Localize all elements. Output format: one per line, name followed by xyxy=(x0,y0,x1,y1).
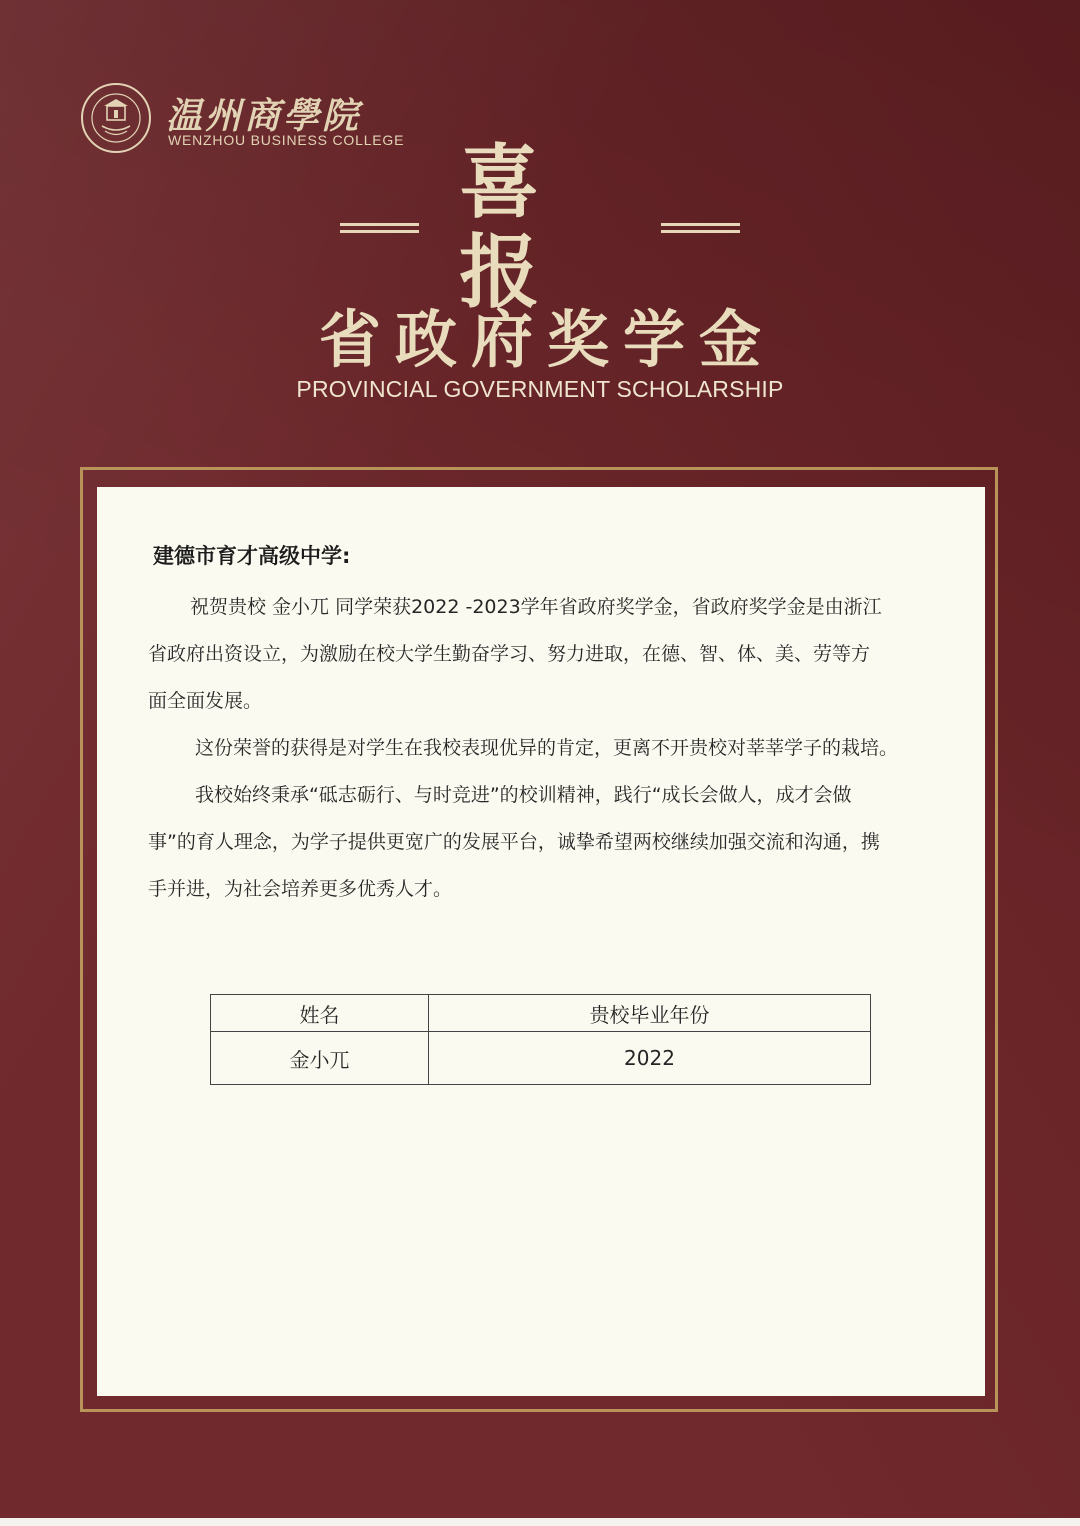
table-cell-name: 金小兀 xyxy=(211,1032,429,1085)
student-info-table xyxy=(210,994,871,1085)
letter-line: 面全面发展。 xyxy=(148,690,263,712)
letter-line: 我校始终秉承“砥志砺行、与时竞进”的校训精神，践行“成长会做人，成才会做 xyxy=(195,784,852,806)
letter-line: 省政府出资设立，为激励在校大学生勤奋学习、努力进取，在德、智、体、美、劳等方 xyxy=(148,643,871,665)
college-name-en: WENZHOU BUSINESS COLLEGE xyxy=(168,132,405,148)
table-header-row xyxy=(211,995,871,1032)
college-name-cn: 温州商學院 xyxy=(166,95,362,137)
title-decor-line-left xyxy=(340,222,419,234)
letter-line: 祝贺贵校 金小兀 同学荣获2022 -2023学年省政府奖学金，省政府奖学金是由浙江 xyxy=(190,596,882,618)
scholarship-title: 省政府奖学金 xyxy=(318,303,775,376)
college-seal-icon xyxy=(80,82,152,154)
letter-line: 事”的育人理念，为学子提供更宽广的发展平台，诚挚希望两校继续加强交流和沟通，携 xyxy=(148,831,880,853)
announcement-title xyxy=(340,136,740,319)
table-row xyxy=(211,1032,871,1085)
letter-line: 手并进，为社会培养更多优秀人才。 xyxy=(148,878,453,900)
table-header-graduation-year: 贵校毕业年份 xyxy=(429,995,871,1032)
title-text: 喜报 xyxy=(459,136,562,319)
scholarship-title-en: PROVINCIAL GOVERNMENT SCHOLARSHIP xyxy=(296,376,784,402)
title-decor-line-right xyxy=(661,222,740,234)
letter-salutation: 建德市育才高级中学: xyxy=(153,544,351,568)
bottom-edge xyxy=(0,1518,1080,1526)
letter-paper xyxy=(97,487,985,1396)
table-cell-graduation-year: 2022 xyxy=(429,1032,871,1085)
table-header-name: 姓名 xyxy=(211,995,429,1032)
letter-line: 这份荣誉的获得是对学生在我校表现优异的肯定，更离不开贵校对莘莘学子的栽培。 xyxy=(195,737,899,759)
